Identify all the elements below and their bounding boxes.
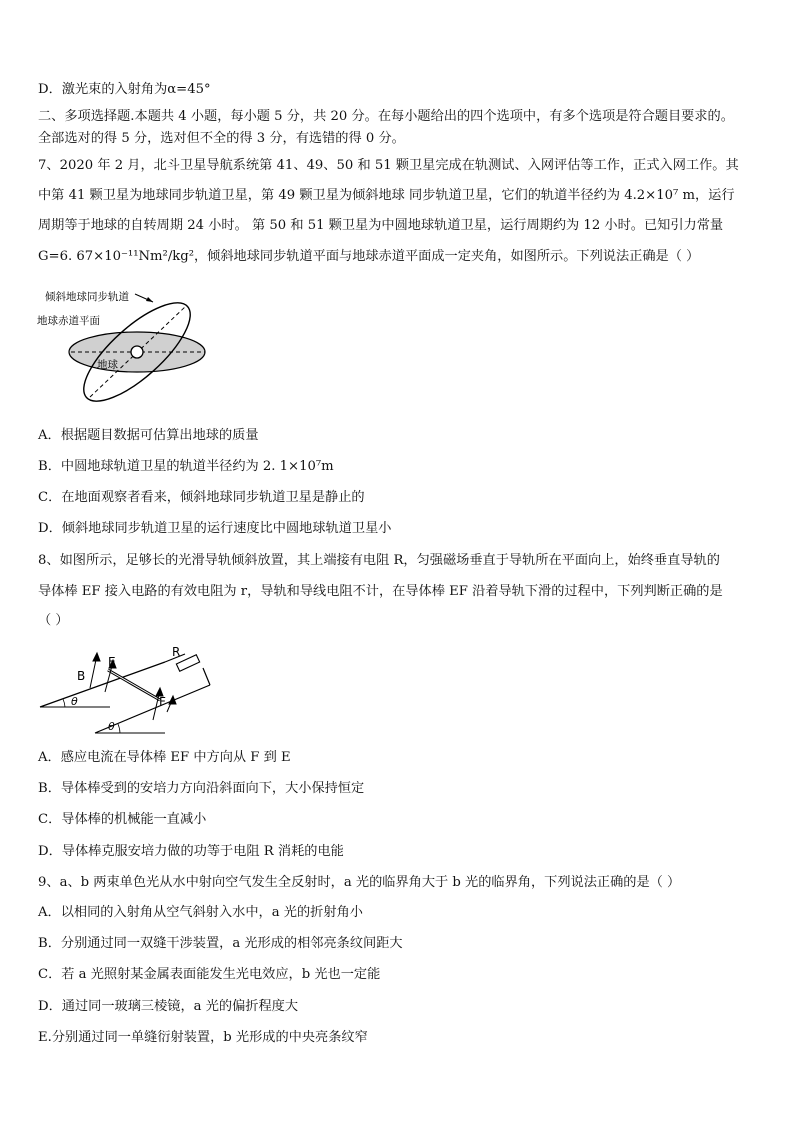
q7-option-c: C．在地面观察者看来，倾斜地球同步轨道卫星是静止的 xyxy=(38,490,365,505)
q7-stem-line2: 中第 41 颗卫星为地球同步轨道卫星，第 49 颗卫星为倾斜地球 同步轨道卫星，它们的轨道半径约为 4.2×10⁷ m，运行 xyxy=(38,188,735,203)
rail-figure xyxy=(35,640,255,740)
label-theta-upper: θ xyxy=(71,695,78,708)
q7-option-d: D．倾斜地球同步轨道卫星的运行速度比中圆地球轨道卫星小 xyxy=(38,521,392,536)
q9-stem: 9、a、b 两束单色光从水中射向空气发生全反射时，a 光的临界角大于 b 光的临界角，下列说法正确的是（ ） xyxy=(38,875,681,890)
label-theta-lower: θ xyxy=(108,720,115,733)
label-equator-plane: 地球赤道平面 xyxy=(37,315,100,327)
q9-option-d: D．通过同一玻璃三棱镜，a 光的偏折程度大 xyxy=(38,999,299,1014)
earth-circle xyxy=(131,346,143,358)
label-inclined-orbit: 倾斜地球同步轨道 xyxy=(45,291,129,303)
q9-option-b: B．分别通过同一双缝干涉装置，a 光形成的相邻亮条纹间距大 xyxy=(38,936,403,951)
orbit-figure xyxy=(35,284,225,409)
q7-option-b: B．中圆地球轨道卫星的轨道半径约为 2. 1×10⁷m xyxy=(38,459,334,474)
section2-header-line2: 全部选对的得 5 分，选对但不全的得 3 分，有选错的得 0 分。 xyxy=(38,131,405,146)
q8-option-d: D．导体棒克服安培力做的功等于电阻 R 消耗的电能 xyxy=(38,844,344,859)
label-E: E xyxy=(108,655,116,669)
section2-header-line1: 二、多项选择题.本题共 4 小题，每小题 5 分，共 20 分。在每小题给出的四个选项中，有多个选项是符合题目要求的。 xyxy=(38,109,734,124)
incline-arrow-head xyxy=(146,297,153,302)
q8-option-b: B．导体棒受到的安培力方向沿斜面向下，大小保持恒定 xyxy=(38,781,365,796)
q7-stem-line1: 7、2020 年 2 月，北斗卫星导航系统第 41、49、50 和 51 颗卫星完成在轨测试、入网评估等工作，正式入网工作。其 xyxy=(38,158,739,173)
connector-lower xyxy=(203,668,210,685)
angle-arc-upper xyxy=(63,699,65,707)
q7-option-a: A．根据题目数据可估算出地球的质量 xyxy=(38,428,259,443)
q9-option-c: C．若 a 光照射某金属表面能发生光电效应，b 光也一定能 xyxy=(38,967,381,982)
label-earth: 地球 xyxy=(97,359,118,371)
q8-option-c: C．导体棒的机械能一直减小 xyxy=(38,812,207,827)
angle-arc-lower xyxy=(118,724,120,733)
q7-stem-line4: G=6. 67×10⁻¹¹Nm²/kg²，倾斜地球同步轨道平面与地球赤道平面成一定夹角，如图所示。下列说法正确是（ ） xyxy=(38,249,700,264)
q7-stem-line3: 周期等于地球的自转周期 24 小时。 第 50 和 51 颗卫星为中圆地球轨道卫星，运行周期约为 12 小时。已知引力常量 xyxy=(38,218,724,233)
q6-option-d: D．激光束的入射角为α=45° xyxy=(38,82,211,97)
q8-stem-line1: 8、如图所示，足够长的光滑导轨倾斜放置，其上端接有电阻 R，匀强磁场垂直于导轨所在平面向上，始终垂直导轨的 xyxy=(38,553,720,568)
rail-upper xyxy=(40,662,165,707)
q8-stem-line2: 导体棒 EF 接入电路的有效电阻为 r，导轨和导线电阻不计，在导体棒 EF 沿着导轨下滑的过程中，下列判断正确的是 xyxy=(38,584,723,599)
q9-option-a: A．以相同的入射角从空气斜射入水中，a 光的折射角小 xyxy=(38,905,363,920)
label-R: R xyxy=(172,645,181,659)
q9-option-e: E.分别通过同一单缝衍射装置，b 光形成的中央亮条纹窄 xyxy=(38,1030,368,1045)
label-B: B xyxy=(77,669,86,683)
q8-option-a: A．感应电流在导体棒 EF 中方向从 F 到 E xyxy=(38,750,291,765)
label-F: F xyxy=(159,695,166,709)
q8-stem-line3: （ ） xyxy=(38,613,69,628)
conductor-EF-core xyxy=(108,670,160,700)
